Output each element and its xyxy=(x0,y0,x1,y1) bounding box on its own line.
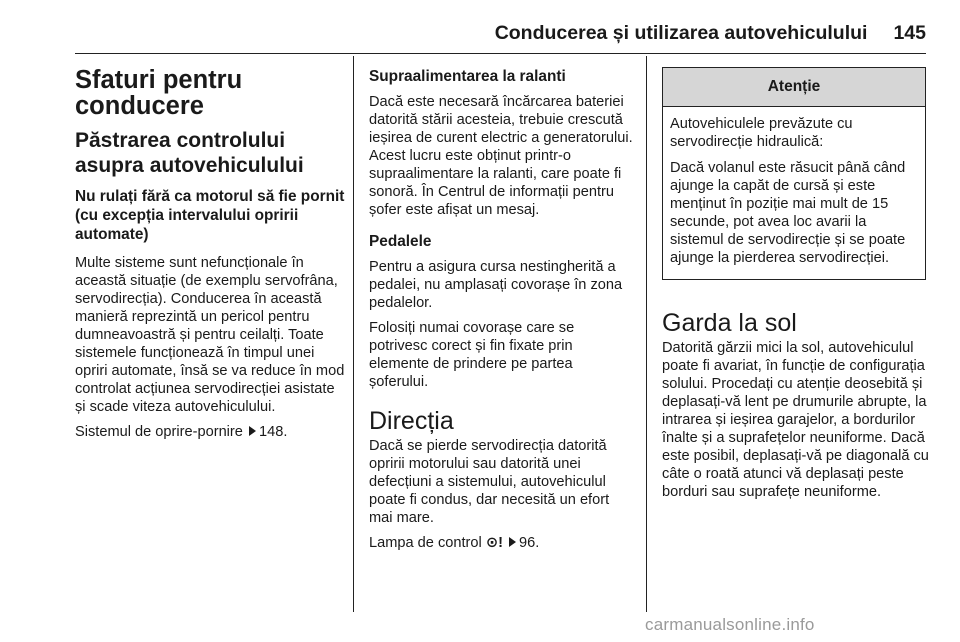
section-title: Sfaturi pentru conducere xyxy=(75,66,243,120)
subsubsection-title: Supraalimentarea la ralanti xyxy=(369,68,566,85)
power-steering-warning-icon: ⊙! xyxy=(485,535,503,551)
paragraph: Multe sisteme sunt nefuncționale în această situație (de exemplu servofrâna, servodirecția). Conducerea în această manieră reprezintă un pericol pentru dumneavoastră și pentru ceilalți. Toate sistemele funcționează în timpul unei opriri automate, însă se va reduce în mod controlat acțiunea servodirecției asistate și scade viteza autovehiculului. xyxy=(75,255,345,415)
section-title: Direcția xyxy=(369,407,454,435)
paragraph: Pentru a asigura cursa nestingherită a pedalei, nu amplasați covorașe în zona pedalelor. xyxy=(369,259,623,311)
reference-text: Sistemul de oprire-pornire xyxy=(75,424,243,440)
subsection-title: Păstrarea controlului asupra autovehiculului xyxy=(75,129,304,177)
column-divider-2 xyxy=(646,56,647,612)
column-divider-1 xyxy=(353,56,354,612)
watermark: carmanualsonline.info xyxy=(645,615,815,634)
paragraph-reference xyxy=(369,534,635,552)
paragraph-reference xyxy=(75,423,345,441)
page-reference: 148. xyxy=(258,424,288,440)
section-title: Garda la sol xyxy=(662,309,797,337)
chapter-title: Conducerea și utilizarea autovehiculului xyxy=(494,22,868,44)
reference-text: Lampa de control xyxy=(369,535,482,551)
paragraph: Datorită gărzii mici la sol, autovehiculul poate fi avariat, în funcție de configurația solului. Procedați cu atenție deosebită și deplasați-vă lent pe drumurile abrupte, la intrarea și ieșirea garajelor, a bordurilor înalte și a suprafețelor neuniforme. Dacă este posibil, deplasați-vă pe diagonală cu câte o roată atunci vă deplasați peste borduri sau suprafețe neuniforme. xyxy=(662,340,929,500)
paragraph: Dacă se pierde servodirecția datorită opririi motorului sau datorită unei defecțiuni a sistemului, autovehiculul poate fi condus, dar necesită un efort mai mare. xyxy=(369,438,610,526)
caution-body xyxy=(663,107,925,279)
paragraph: Folosiți numai covorașe care se potrivesc corect și fin fixate prin elemente de prindere pe partea șoferului. xyxy=(369,320,575,390)
triangle-arrow-icon xyxy=(249,426,256,436)
page-number: 145 xyxy=(893,22,926,44)
paragraph: Dacă este necesară încărcarea bateriei datorită stării acesteia, trebuie crescută ieșirea de curent electric a generatorului. Acest lucru este obținut printr-o supraalimentare la ralanti, care poate fi sonoră. În Centrul de informații pentru șofer este afișat un mesaj. xyxy=(369,94,633,218)
column-2 xyxy=(369,67,635,559)
header-rule xyxy=(75,53,926,54)
caution-paragraph: Dacă volanul este răsucit până când ajunge la capăt de cursă și este menținut în poziție mai mult de 15 secunde, pot avea loc avarii la sistemul de servodirecție și se poate ajunge la pierderea servodirecției. xyxy=(670,160,906,266)
column-1 xyxy=(75,67,345,448)
subsubsection-title: Pedalele xyxy=(369,233,432,250)
caution-box xyxy=(662,67,926,280)
caution-paragraph: Autovehiculele prevăzute cu servodirecție hidraulică: xyxy=(670,116,853,150)
page-reference: 96. xyxy=(519,535,540,551)
subsubsection-title: Nu rulați fără ca motorul să fie pornit (cu excepția intervalului opririi automate) xyxy=(75,188,345,243)
page-header xyxy=(460,22,926,45)
triangle-arrow-icon xyxy=(509,537,516,547)
column-3 xyxy=(662,309,930,508)
caution-title: Atenție xyxy=(663,68,925,107)
